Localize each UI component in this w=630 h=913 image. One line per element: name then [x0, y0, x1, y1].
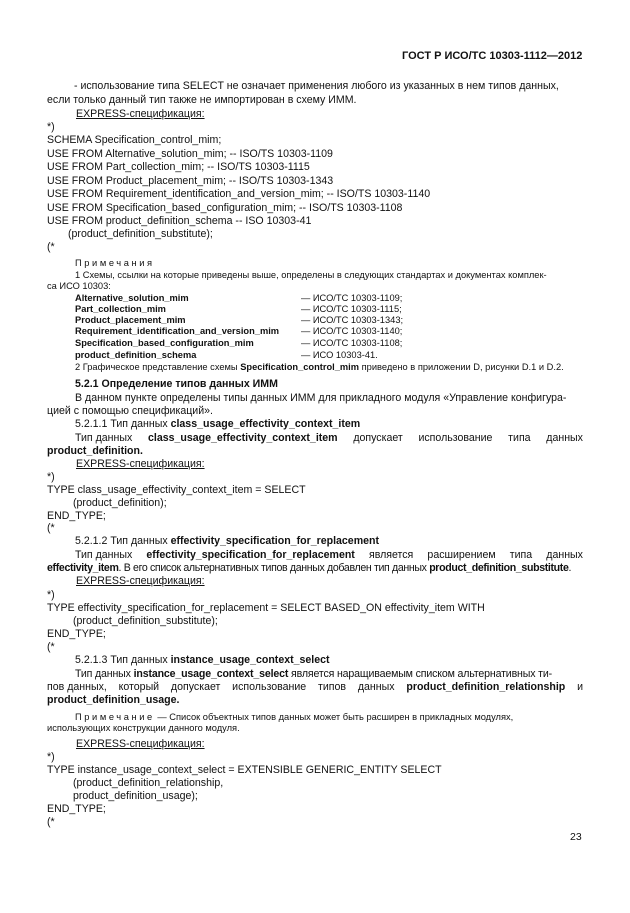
type-name: instance_usage_context_select — [133, 668, 289, 680]
code-line: TYPE instance_usage_context_select = EXTENSIBLE GENERIC_ENTITY SELECT — [47, 764, 442, 776]
ref-name: product_definition_schema — [75, 350, 197, 360]
word: расширением — [427, 549, 496, 561]
code-line: END_TYPE; — [47, 803, 106, 815]
comment-open: (* — [47, 522, 55, 534]
code-line: (product_definition); — [73, 497, 167, 509]
ref-row — [75, 338, 402, 349]
code-line: USE FROM Product_placement_mim; -- ISO/TS 10303-1343 — [47, 175, 334, 187]
word: данных — [546, 432, 583, 444]
title-prefix: 5.2.1.3 Тип данных — [75, 654, 171, 666]
type-name: product_definition_substitute — [429, 562, 569, 574]
code-line: END_TYPE; — [47, 510, 106, 522]
ref-doc: — ИСО 10303-41. — [301, 350, 378, 360]
ref-row — [75, 304, 402, 315]
paragraph-line: цией с помощью спецификаций». — [47, 405, 213, 417]
word: пов данных, — [47, 681, 107, 693]
express-label: EXPRESS-спецификация: — [76, 458, 205, 470]
word: использование — [418, 432, 493, 444]
document-header: ГОСТ Р ИСО/ТС 10303-1112—2012 — [402, 50, 583, 62]
code-line: TYPE effectivity_specification_for_replacement = SELECT BASED_ON effectivity_item WITH — [47, 602, 485, 614]
comment-open: (* — [47, 241, 55, 253]
ref-name: Requirement_identification_and_version_mim — [75, 326, 280, 336]
code-line: END_TYPE; — [47, 628, 106, 640]
ref-row — [75, 350, 378, 361]
express-label: EXPRESS-спецификация: — [76, 108, 205, 120]
type-name: product_definition. — [47, 445, 143, 457]
word: типов — [318, 681, 347, 693]
note2-text: приведено в приложении D, рисунки D.1 и D.2. — [359, 362, 564, 372]
type-name: product_definition_usage. — [47, 694, 180, 706]
code-line: TYPE class_usage_effectivity_context_item = SELECT — [47, 484, 306, 496]
paragraph-line — [75, 668, 552, 681]
code-line: USE FROM Alternative_solution_mim; -- ISO/TS 10303-1109 — [47, 148, 333, 160]
section-heading: 5.2.1 Определение типов данных ИММ — [75, 378, 278, 390]
code-line: USE FROM Requirement_identification_and_version_mim; -- ISO/TS 10303-1140 — [47, 188, 431, 200]
word: Тип данных — [75, 432, 133, 444]
paragraph-line: если только данный тип также не импортирован в схему ИММ. — [47, 94, 357, 106]
comment-close: *) — [47, 751, 55, 763]
code-line: USE FROM Specification_based_configuration_mim; -- ISO/TS 10303-1108 — [47, 202, 403, 214]
ref-row — [75, 315, 403, 326]
justified-line — [75, 549, 583, 562]
paragraph-line — [47, 562, 571, 575]
code-line: (product_definition_substitute); — [68, 228, 213, 240]
word: допускает — [353, 432, 403, 444]
ref-name: Part_collection_mim — [75, 304, 166, 314]
subsection-title — [75, 654, 330, 667]
code-line: product_definition_usage); — [73, 790, 198, 802]
ref-doc: — ИСО/ТС 10303-1115; — [301, 304, 402, 314]
subsection-title — [75, 418, 360, 431]
ref-doc: — ИСО/ТС 10303-1109; — [301, 293, 403, 303]
express-label: EXPRESS-спецификация: — [76, 575, 205, 587]
notes-title: Примечания — [75, 258, 155, 268]
word: который — [118, 681, 160, 693]
note-line — [75, 712, 513, 723]
ref-row — [75, 293, 402, 304]
paragraph-line: - использование типа SELECT не означает применения любого из указанных в нем типов данных, — [74, 80, 559, 92]
word: и — [577, 681, 583, 693]
word: является — [368, 549, 414, 561]
express-label: EXPRESS-спецификация: — [76, 738, 205, 750]
ref-doc: — ИСО/ТС 10303-1140; — [301, 326, 403, 336]
word: данных — [357, 681, 395, 693]
ref-name: Alternative_solution_mim — [75, 293, 189, 303]
word: допускает — [170, 681, 221, 693]
ref-name: Product_placement_mim — [75, 315, 186, 325]
word: использование — [232, 681, 307, 693]
ref-doc: — ИСО/ТС 10303-1343; — [301, 315, 404, 325]
ref-doc: — ИСО/ТС 10303-1108; — [301, 338, 403, 348]
word: типа — [509, 549, 533, 561]
code-line: USE FROM product_definition_schema -- ISO 10303-41 — [47, 215, 312, 227]
note-line: са ИСО 10303: — [47, 281, 111, 291]
type-name: effectivity_specification_for_replacement — [170, 535, 380, 547]
word: типа — [508, 432, 531, 444]
subsection-title — [75, 535, 379, 548]
type-name: instance_usage_context_select — [170, 654, 330, 666]
title-prefix: 5.2.1.1 Тип данных — [75, 418, 171, 430]
note2-schema: Specification_control_mim — [240, 362, 360, 372]
comment-open: (* — [47, 641, 55, 653]
comment-close: *) — [47, 471, 55, 483]
comment-close: *) — [47, 121, 55, 133]
title-prefix: 5.2.1.2 Тип данных — [75, 535, 171, 547]
type-name: class_usage_effectivity_context_item — [170, 418, 361, 430]
code-line: USE FROM Part_collection_mim; -- ISO/TS 10303-1115 — [47, 161, 310, 173]
type-name: effectivity_specification_for_replacement — [146, 549, 355, 561]
ref-name: Specification_based_configuration_mim — [75, 338, 254, 348]
type-name: class_usage_effectivity_context_item — [148, 432, 338, 444]
text: является наращиваемым списком альтернативных ти- — [288, 668, 553, 680]
type-name: product_definition_relationship — [406, 681, 566, 693]
comment-open: (* — [47, 816, 55, 828]
note-line: 1 Схемы, ссылки на которые приведены выше, определены в следующих стандартах и документах комплек- — [75, 270, 547, 280]
page-number: 23 — [570, 831, 582, 843]
note-line: использующих конструкции данного модуля. — [47, 723, 240, 733]
code-line: (product_definition_substitute); — [73, 615, 218, 627]
justified-line — [47, 681, 583, 694]
text: . В его список альтернативных типов данных добавлен тип данных — [118, 562, 430, 574]
type-name: effectivity_item — [47, 562, 119, 574]
paragraph-line: В данном пункте определены типы данных ИММ для прикладного модуля «Управление конфигура- — [75, 392, 567, 404]
text: . — [568, 562, 572, 574]
note2-text: 2 Графическое представление схемы — [75, 362, 241, 372]
comment-close: *) — [47, 589, 55, 601]
text: Тип данных — [75, 668, 134, 680]
justified-line — [75, 432, 583, 445]
ref-row — [75, 326, 402, 337]
note-text: — Список объектных типов данных может быть расширен в прикладных модулях, — [154, 712, 514, 722]
word: данных — [546, 549, 583, 561]
word: Тип данных — [75, 549, 133, 561]
code-line: (product_definition_relationship, — [73, 777, 224, 789]
note-label: Примечание — [75, 712, 155, 722]
code-line: SCHEMA Specification_control_mim; — [47, 134, 222, 146]
note-line — [75, 362, 564, 373]
